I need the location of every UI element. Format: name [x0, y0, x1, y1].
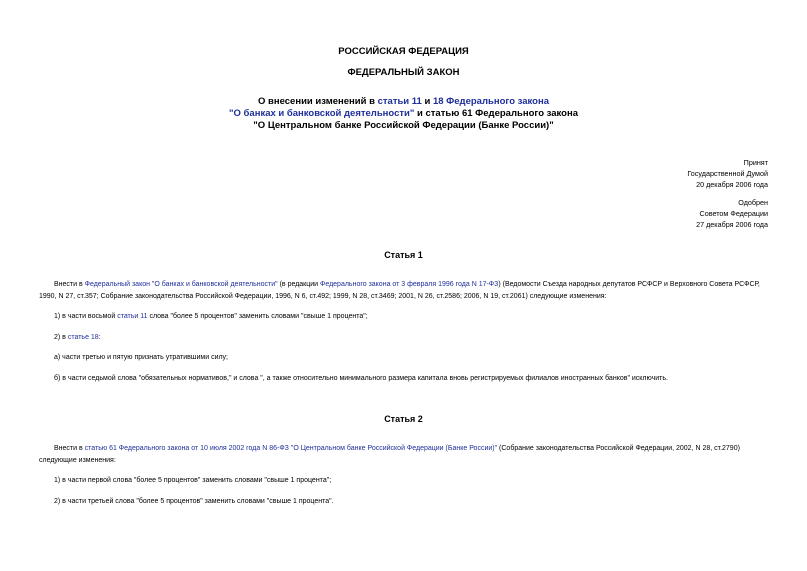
article-2-intro — [39, 443, 769, 466]
article-2-heading: Статья 2 — [384, 414, 423, 424]
paragraph-text: 2) в — [54, 334, 68, 341]
paragraph-text: Внести в — [54, 281, 85, 288]
law-title — [0, 96, 807, 132]
link-banks-law[interactable]: "О банках и банковской деятельности" — [229, 108, 415, 119]
link-article-61-central-bank[interactable]: статью 61 Федерального закона от 10 июля 2002 года N 86-ФЗ "О Центральном банке Российской Федерации (Банке России)" — [84, 445, 498, 452]
approval-block — [696, 197, 768, 230]
link-article-11-body[interactable]: статьи 11 — [117, 313, 148, 320]
law-title-line-3: "О Центральном банке Российской Федерации (Банке России)" — [253, 120, 554, 131]
accepted-date: 20 декабря 2006 года — [696, 180, 768, 189]
article-1-item-2b: б) в части седьмой слова "обязательных нормативов," и слова ", а также относительно минимального размера капитала вновь регистрируемых филиалов иностранных банков" исключить. — [54, 375, 668, 382]
link-federal-law-banks[interactable]: Федеральный закон "О банках и банковской деятельности" — [84, 281, 278, 288]
article-1-item-1 — [39, 311, 769, 323]
link-article-18[interactable]: 18 Федерального закона — [432, 96, 549, 107]
title-text: О внесении изменений в — [258, 96, 378, 107]
accepted-by: Государственной Думой — [687, 169, 768, 178]
link-law-17fz[interactable]: Федерального закона от 3 февраля 1996 года N 17-ФЗ — [320, 281, 499, 288]
paragraph-text: ) (Ведомости Съезда народных депутатов РСФСР и Верховного Совета РСФСР, 1990, N 27, ст.357; Собрание законодательства Российской Федерации, 1996, N 6, ст.492; 1999, N 28, ст.3469; 2001, N 26, ст.2586; 2006, N 19, ст.2061) следующие изменения: — [39, 281, 760, 300]
doc-type-heading: ФЕДЕРАЛЬНЫЙ ЗАКОН — [347, 67, 460, 78]
approved-date: 27 декабря 2006 года — [696, 220, 768, 229]
adoption-block — [687, 157, 768, 190]
law-title-line-2 — [0, 108, 807, 120]
article-1-heading: Статья 1 — [384, 250, 423, 260]
link-article-11[interactable]: статьи 11 — [377, 96, 422, 107]
article-1-item-2a: а) части третью и пятую признать утратившими силу; — [54, 354, 229, 361]
paragraph-text: (в редакции — [277, 281, 321, 288]
article-1-intro — [39, 279, 769, 302]
approved-by: Советом Федерации — [699, 209, 768, 218]
paragraph-text: 1) в части восьмой — [54, 313, 118, 320]
paragraph-text: (Собрание законодательства Российской Федерации, 2002, N 28, ст.2790) следующие изменения: — [39, 445, 740, 464]
accepted-label: Принят — [743, 158, 768, 167]
country-heading: РОССИЙСКАЯ ФЕДЕРАЦИЯ — [338, 46, 469, 57]
article-2-item-1: 1) в части первой слова "более 5 процентов" заменить словами "свыше 1 процента"; — [54, 477, 332, 484]
law-title-line-1 — [0, 96, 807, 108]
paragraph-text: слова "более 5 процентов" заменить словами "свыше 1 процента"; — [147, 313, 368, 320]
title-text: и — [421, 96, 433, 107]
paragraph-text: Внести в — [54, 445, 85, 452]
title-text: и статью 61 Федерального закона — [414, 108, 578, 119]
link-article-18-body[interactable]: статье 18 — [67, 334, 99, 341]
article-1-item-2 — [39, 332, 769, 344]
article-2-item-2: 2) в части третьей слова "более 5 процентов" заменить словами "свыше 1 процента". — [54, 498, 334, 505]
paragraph-text: : — [98, 334, 101, 341]
approved-label: Одобрен — [738, 198, 768, 207]
